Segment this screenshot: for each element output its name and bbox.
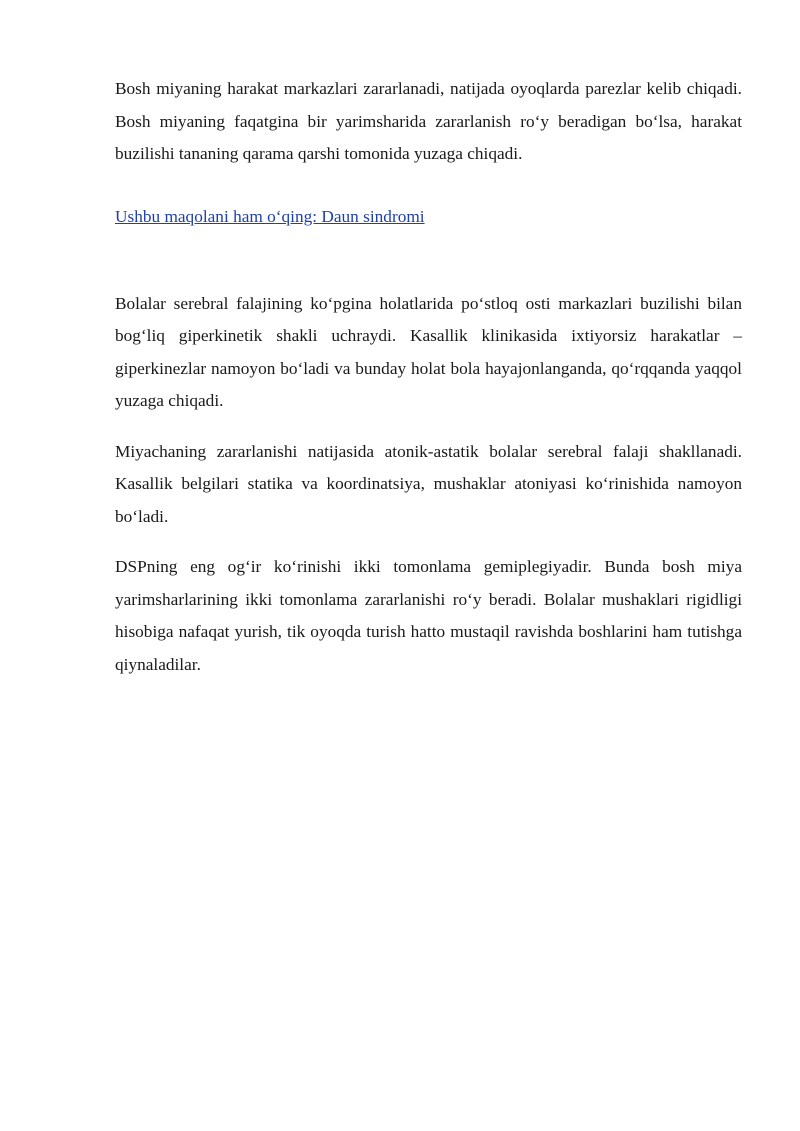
- document-body: [115, 73, 742, 681]
- paragraph-2: Bolalar serebral falajining ko‘pgina holatlarida po‘stloq osti markazlari buzilishi bilan bog‘liq giperkinetik shakli uchraydi. Kasallik klinikasida ixtiyorsiz harakatlar – giperkinezlar namoyon bo‘ladi va bunday holat bola hayajonlanganda, qo‘rqqanda yaqqol yuzaga chiqadi.: [115, 293, 742, 410]
- paragraph-3: Miyachaning zararlanishi natijasida atonik-astatik bolalar serebral falaji shakllanadi. Kasallik belgilari statika va koordinatsiya, mushaklar atoniyasi ko‘rinishida namoyon bo‘ladi.: [115, 441, 742, 526]
- related-article-block: [115, 201, 742, 233]
- related-article-link[interactable]: Ushbu maqolani ham o‘qing: Daun sindromi: [115, 206, 425, 226]
- paragraph-1: Bosh miyaning harakat markazlari zararlanadi, natijada oyoqlarda parezlar kelib chiqadi. Bosh miyaning faqatgina bir yarimsharida zararlanish ro‘y beradigan bo‘lsa, harakat buzilishi tananing qarama qarshi tomonida yuzaga chiqadi.: [115, 79, 742, 163]
- paragraph-4: DSPning eng og‘ir ko‘rinishi ikki tomonlama gemiplegiyadir. Bunda bosh miya yarimsharlarining ikki tomonlama zararlanishi ro‘y beradi. Bolalar mushaklari rigidligi hisobiga nafaqat yurish, tik oyoqda turish hatto mustaqil ravishda boshlarini ham tutishga qiynaladilar.: [115, 557, 742, 674]
